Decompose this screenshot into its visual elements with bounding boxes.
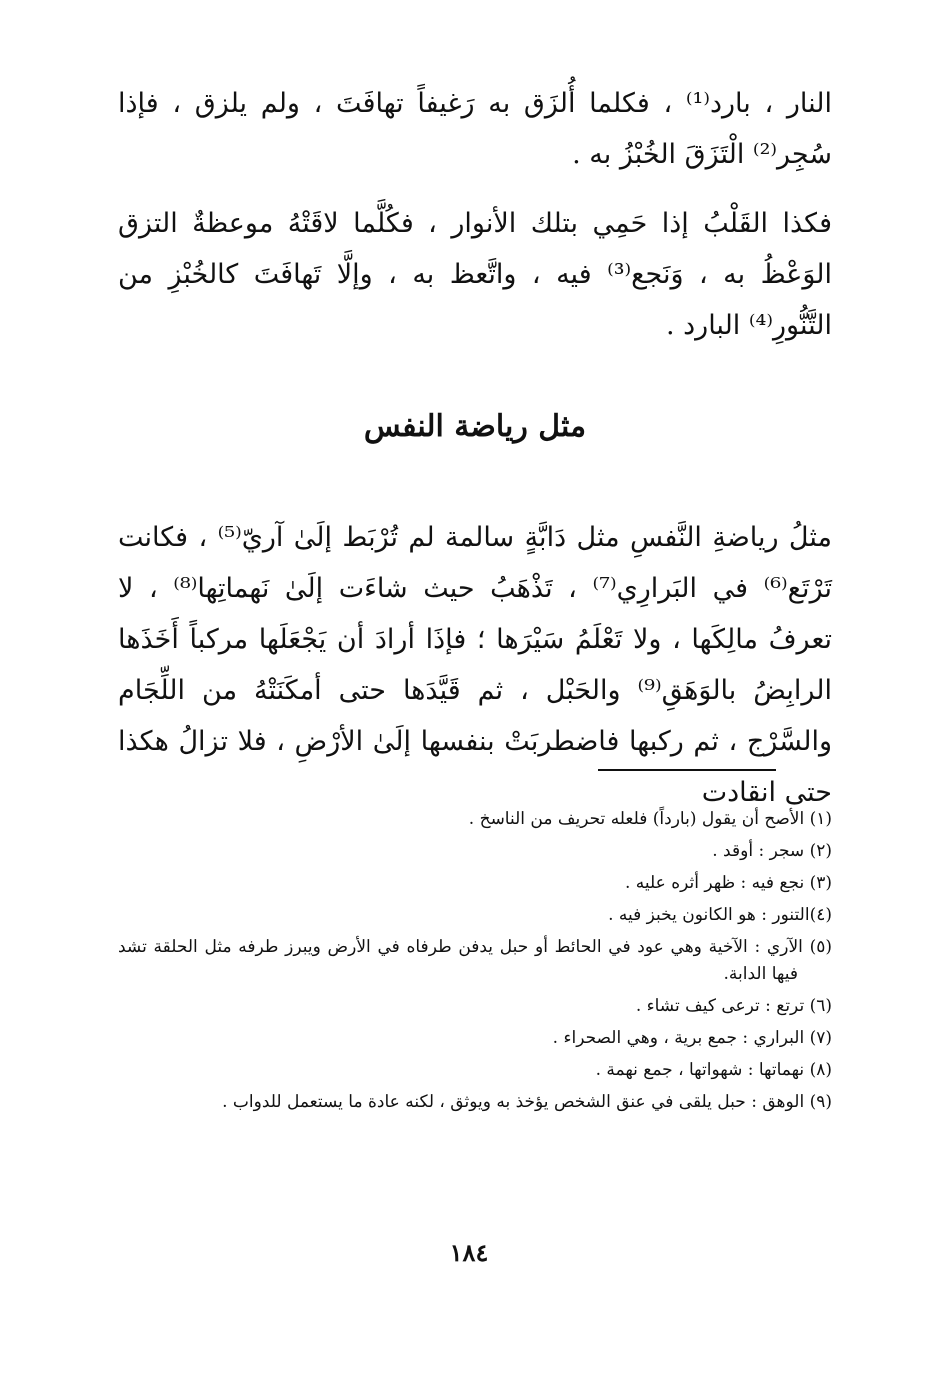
footnote-item: (١) الأصح أن يقول (بارداً) فلعله تحريف من الناسخ .	[468, 809, 832, 829]
footnote-item: (٦) ترتع : ترعى كيف تشاء .	[635, 996, 832, 1016]
paragraph-2: فكذا القَلْبُ إذا حَمِي بتلك الأنوار ، فكُلَّما لاقَتْهُ موعظةٌ التزق الوَعْظُ به ، وَنَجع⁽³⁾ فيه ، واتَّعظ به ، وإلَّا تَهافَتَ كالخُبْزِ من التَّنُّورِ⁽⁴⁾ البارد .	[118, 208, 832, 341]
footnote-item: (٧) البراري : جمع برية ، وهي الصحراء .	[552, 1028, 832, 1048]
paragraph-3: مثلُ رياضةِ النَّفسِ مثل دَابَّةٍ سالمة لم تُرْبَط إلَىٰ آريّ⁽⁵⁾ ، فكانت تَرْتَع⁽⁶⁾ في البَرارِي⁽⁷⁾ ، تَذْهَبُ حيث شاءَت إلَىٰ نَهماتِها⁽⁸⁾ ، لا تعرفُ مالِكَها ، ولا تَعْلَمُ سَيْرَها ؛ فإذَا أرادَ أن يَجْعَلَها مركباً أَخَذَها الرابِضُ بالوَهَقِ⁽⁹⁾ والحَبْل ، ثم قَيَّدَها حتى أمكَنَتْهُ من اللِّجَام والسَّرْج ، ثم ركبها فاضطربَتْ بنفسها إلَىٰ الأرْضِ ، فلا تزالُ هكذا حتى انقادت	[118, 522, 832, 808]
page-number: ١٨٤	[449, 1238, 489, 1267]
footnote-item: (٢) سجر : أوقد .	[712, 841, 832, 861]
footnote-item: (٩) الوهق : حبل يلقى في عنق الشخص يؤخذ به ويوثق ، لكنه عادة ما يستعمل للدواب .	[222, 1092, 832, 1112]
footnote-item: (٨) نهماتها : شهواتها ، جمع نهمة .	[595, 1060, 832, 1080]
footnotes-list	[118, 806, 832, 1121]
paragraph-1: النار ، بارد⁽¹⁾ ، فكلما أُلزَق به رَغيفاً تهافَتَ ، ولم يلزق ، فإذا سُجِر⁽²⁾ الْتَزَقَ الخُبْزُ به .	[118, 88, 832, 170]
footnote-item: (٥) الآري : الآخية وهي عود في الحائط أو حبل يدفن طرفاه في الأرض ويبرز طرفه مثل الحلقة تشد فيها الدابة.	[118, 937, 832, 984]
footnote-separator	[598, 769, 776, 771]
footnote-item: (٣) نجع فيه : ظهر أثره عليه .	[625, 873, 832, 893]
footnote-item: (٤)التنور : هو الكانون يخبز فيه .	[608, 905, 832, 925]
section-heading: مثل رياضة النفس	[363, 409, 587, 444]
